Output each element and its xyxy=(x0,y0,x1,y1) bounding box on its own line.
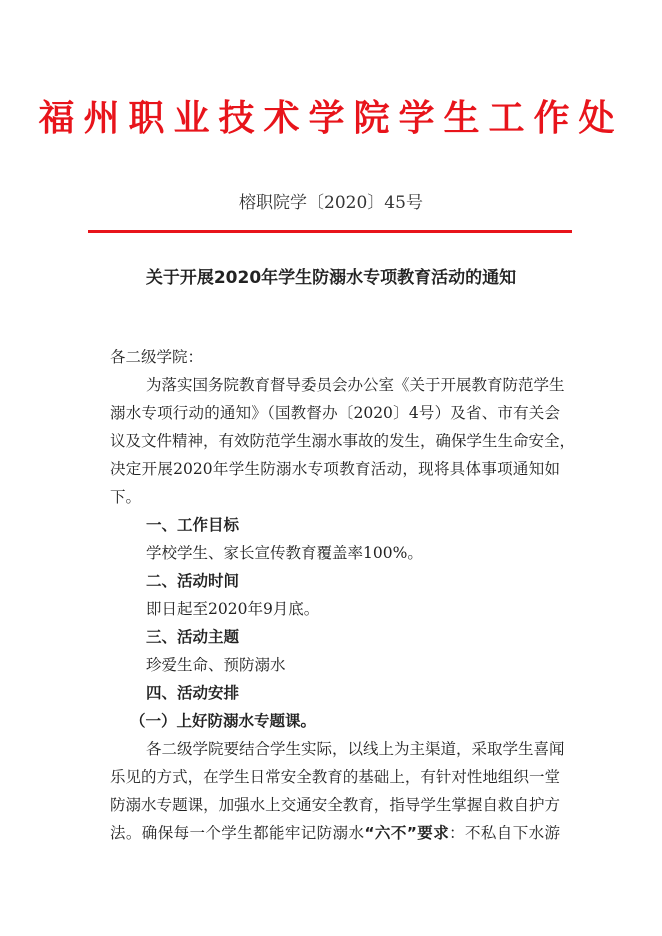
paragraph-line: 溺水专项行动的通知》（国教督办〔2020〕4号）及省、市有关会 xyxy=(110,404,560,422)
paragraph-line xyxy=(110,819,560,847)
section-heading: 四、活动安排 xyxy=(146,684,240,702)
paragraph-line: 为落实国务院教育督导委员会办公室《关于开展教育防范学生 xyxy=(146,376,565,394)
section-text: 学校学生、家长宣传教育覆盖率100%。 xyxy=(146,544,423,562)
document-title: 关于开展2020年学生防溺水专项教育活动的通知 xyxy=(145,268,517,288)
organization-header: 福州职业技术学院学生工作处 xyxy=(38,98,624,139)
paragraph-line: 防溺水专题课，加强水上交通安全教育，指导学生掌握自救自护方 xyxy=(110,796,560,814)
document-body xyxy=(110,343,576,847)
six-nos-emphasis: “六不”要求 xyxy=(364,824,450,842)
section-heading: 一、工作目标 xyxy=(146,516,240,534)
paragraph-line: 决定开展2020年学生防溺水专项教育活动，现将具体事项通知如 xyxy=(110,460,560,478)
paragraph-line: 乐见的方式，在学生日常安全教育的基础上，有针对性地组织一堂 xyxy=(110,768,560,786)
paragraph-line: 下。 xyxy=(110,488,142,506)
section-text: 珍爱生命、预防溺水 xyxy=(146,656,286,674)
section-text: 即日起至2020年9月底。 xyxy=(146,600,320,618)
subsection-heading: （一）上好防溺水专题课。 xyxy=(130,712,317,730)
document-number: 榕职院学〔2020〕45号 xyxy=(239,193,423,213)
salutation: 各二级学院： xyxy=(110,348,204,366)
line-text: 法。确保每一个学生都能牢记防溺水 xyxy=(110,824,365,842)
line-text: ：不私自下水游 xyxy=(449,824,560,842)
paragraph-line: 议及文件精神，有效防范学生溺水事故的发生，确保学生生命安全， xyxy=(110,432,576,450)
section-heading: 三、活动主题 xyxy=(146,628,240,646)
red-divider xyxy=(88,230,572,233)
section-heading: 二、活动时间 xyxy=(146,572,240,590)
paragraph-line: 各二级学院要结合学生实际，以线上为主渠道，采取学生喜闻 xyxy=(146,740,565,758)
